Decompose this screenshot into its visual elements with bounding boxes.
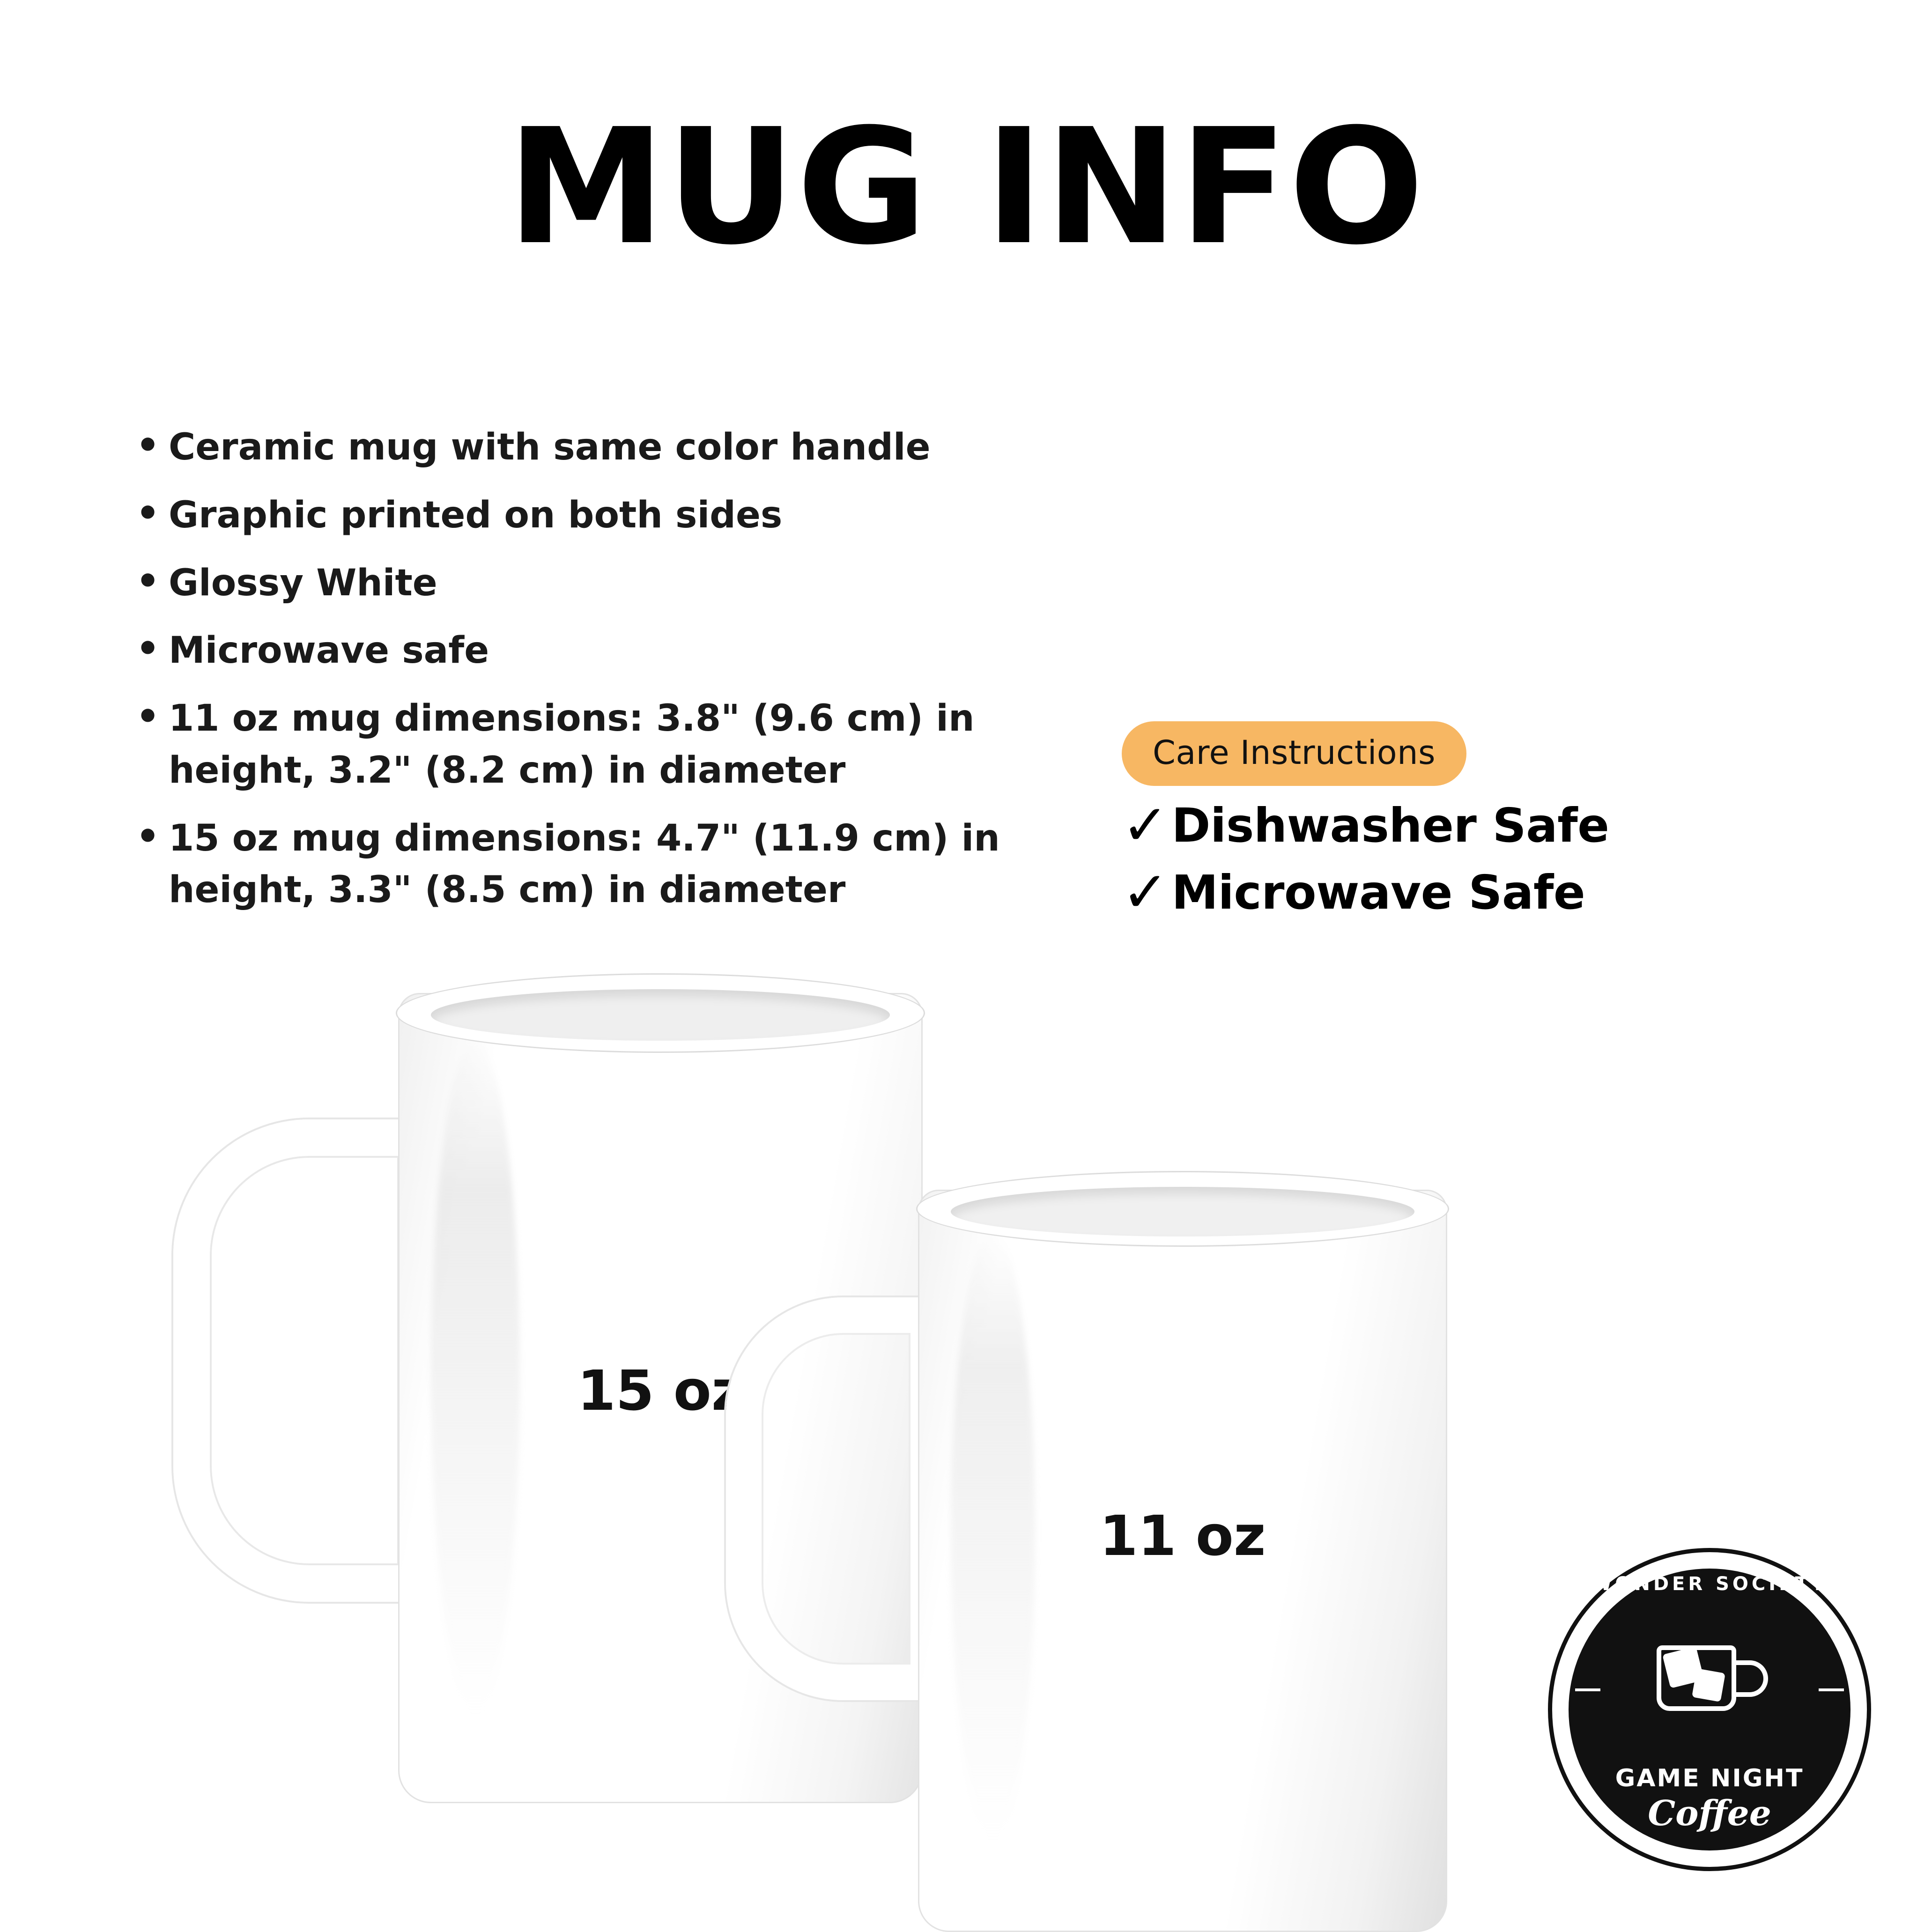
list-item: • Glossy White [126,557,1063,609]
badge-brand-name: GAME NIGHT [1615,1764,1804,1792]
care-instructions-badge: Care Instructions [1122,721,1466,786]
care-item-microwave [1122,859,1754,925]
mug-size-label: 11 oz [1099,1503,1266,1568]
badge-brand-script: Coffee [1648,1793,1771,1834]
care-item-label: Microwave Safe [1171,865,1585,920]
care-item-label: Dishwasher Safe [1171,798,1609,853]
page-title: MUG INFO [507,95,1425,280]
mug-handle [173,1119,436,1602]
badge-top-text: WONDER SOCIETY [1591,1573,1828,1595]
list-item: • Ceramic mug with same color handle [126,422,1063,474]
mug-handle [726,1297,946,1700]
badge-separator-left-icon [1575,1688,1600,1691]
mug-interior [951,1187,1414,1236]
feature-list [126,422,1063,932]
brand-logo-badge [1548,1548,1871,1871]
list-item: • 15 oz mug dimensions: 4.7" (11.9 cm) in height, 3.3" (8.5 cm) in diameter [126,813,1063,917]
care-instructions-block [1122,721,1754,925]
mug-interior [431,989,890,1041]
dice-icon-secondary [1692,1668,1725,1702]
mug-11oz [731,1190,1447,1932]
mug-size-label: 15 oz [577,1358,744,1423]
check-icon: ✓ [1122,859,1169,925]
care-item-dishwasher [1122,792,1754,858]
list-item: • Microwave safe [126,625,1063,677]
badge-separator-right-icon [1819,1688,1844,1691]
list-item: • Graphic printed on both sides [126,489,1063,541]
list-item: • 11 oz mug dimensions: 3.8" (9.6 cm) in height, 3.2" (8.2 cm) in diameter [126,693,1063,797]
check-icon: ✓ [1122,792,1169,858]
